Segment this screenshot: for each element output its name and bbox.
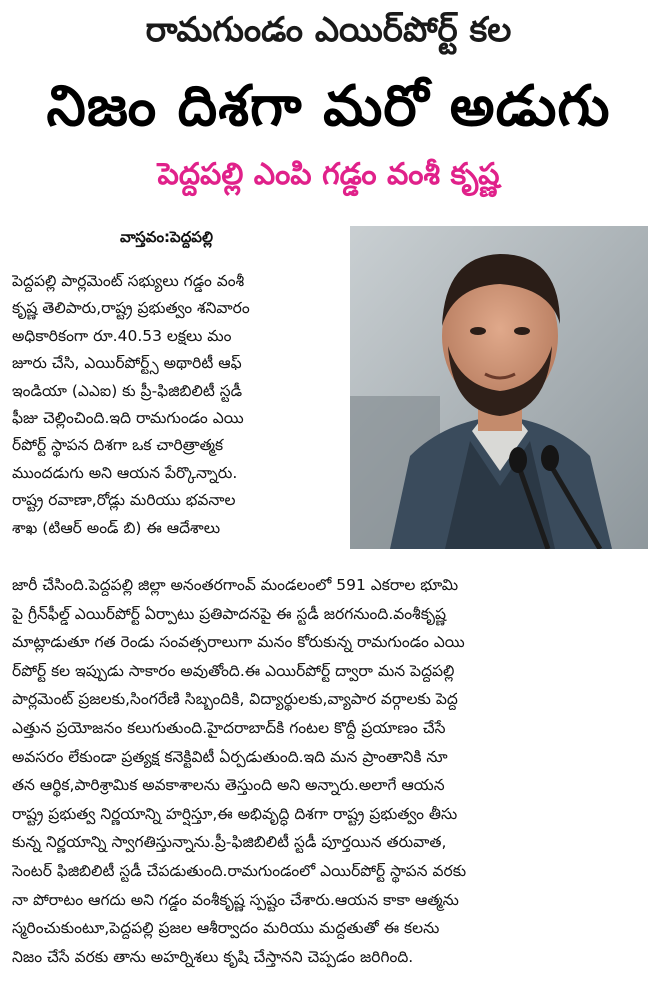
body-line: ఎత్తున ప్రయోజనం కలుగుతుంది.హైదరాబాద్‌కి గంటల కొద్దీ ప్రయాణం చేసే [12,718,446,737]
body-line: నిజం చేసే వరకు తాను అహర్నిశలు కృషి చేస్తానని చెప్పడం జరిగింది. [12,947,414,966]
body-line: రాష్ట్ర రవాణా,రోడ్లు మరియు భవనాల [12,491,236,510]
sub-headline: పెద్దపల్లి ఎంపి గడ్డం వంశీ కృష్ణ [157,157,500,192]
body-line: మాట్లాడుతూ గత రెండు సంవత్సరాలుగా మనం కోరుకున్న రామగుండం ఎయి [12,633,465,652]
body-line: అవసరం లేకుండా ప్రత్యక్ష కనెక్టివిటీ ఏర్పడుతుంది.ఇది మన ప్రాంతానికి నూ [12,747,448,766]
body-line: తన ఆర్థిక,పారిశ్రామిక అవకాశాలను తెస్తుంది అని అన్నారు.అలాగే ఆయన [12,776,445,795]
body-line: ర్‌పోర్ట్ స్థాపన దిశగా ఒక చారిత్రాత్మక [12,436,224,455]
body-line: కృష్ణ తెలిపారు,రాష్ట్ర ప్రభుత్వం శనివారం [12,299,250,318]
body-line: జూరు చేసి, ఎయిర్‌పోర్ట్స్ అథారిటీ ఆఫ్ [12,354,242,373]
main-headline: నిజం దిశగా మరో అడుగు [46,74,611,139]
body-line: ఇండియా (ఎఎఐ) కు ప్రీ-ఫిజిబిలిటీ స్టడీ [12,381,243,400]
body-line: శాఖ (టిఆర్ అండ్ బి) ఈ ఆదేశాలు [12,518,221,537]
kicker-headline: రామగుండం ఎయిర్‌పోర్ట్ కల [145,10,512,50]
body-line: పార్లమెంట్ ప్రజలకు,సింగరేణి సిబ్బందికి, విద్యార్థులకు,వ్యాపార వర్గాలకు పెద్ద [12,690,458,709]
body-line: నా పోరాటం ఆగదు అని గడ్డం వంశీకృష్ణ స్పష్టం చేశారు.ఆయన కాకా ఆత్మను [12,890,459,909]
body-line: ర్‌పోర్ట్ కల ఇప్పుడు సాకారం అవుతోంది.ఈ ఎయిర్‌పోర్ట్ ద్వారా మన పెద్దపల్లి [12,661,455,680]
body-line: జారీ చేసింది.పెద్దపల్లి జిల్లా అనంతరగాంవ్ మండలంలో 591 ఎకరాల భూమి [12,576,459,594]
article-body-narrow [12,268,347,542]
dateline: వాస్తవం:పెద్దపల్లి [120,228,213,246]
article-body-wide [12,571,652,971]
body-line: పెద్దపల్లి పార్లమెంట్ సభ్యులు గడ్డం వంశీ [12,272,245,290]
body-line: స్మరించుకుంటూ,పెద్దపల్లి ప్రజల ఆశీర్వాదం మరియు మద్దతుతో ఈ కలను [12,919,440,938]
body-line: కున్న నిర్ణయాన్ని స్వాగతిస్తున్నాను.ప్రీ-ఫిజిబిలిటీ స్టడీ పూర్తయిన తరువాత, [12,833,447,852]
body-line: రాష్ట్ర ప్రభుత్వ నిర్ణయాన్ని హర్షిస్తూ,ఈ అభివృద్ధి దిశగా రాష్ట్ర ప్రభుత్వం తీసు [12,804,458,823]
body-line: ముందడుగు అని ఆయన పేర్కొన్నారు. [12,463,238,482]
body-line: సెంటర్ ఫిజిబిలిటీ స్టడీ చేపడుతుంది.రామగుండంలో ఎయిర్‌పోర్ట్ స్థాపన వరకు [12,861,467,880]
body-line: పై గ్రీన్‌ఫీల్డ్ ఎయిర్‌పోర్ట్ ఏర్పాటు ప్రతిపాదనపై ఈ స్టడీ జరగనుంది.వంశీకృష్ణ [12,604,447,623]
body-line: అధికారికంగా రూ.40.53 లక్షలు మం [12,326,232,345]
mp-photo [350,226,648,549]
body-line: ఫీజు చెల్లించింది.ఇది రామగుండం ఎయి [12,408,244,427]
